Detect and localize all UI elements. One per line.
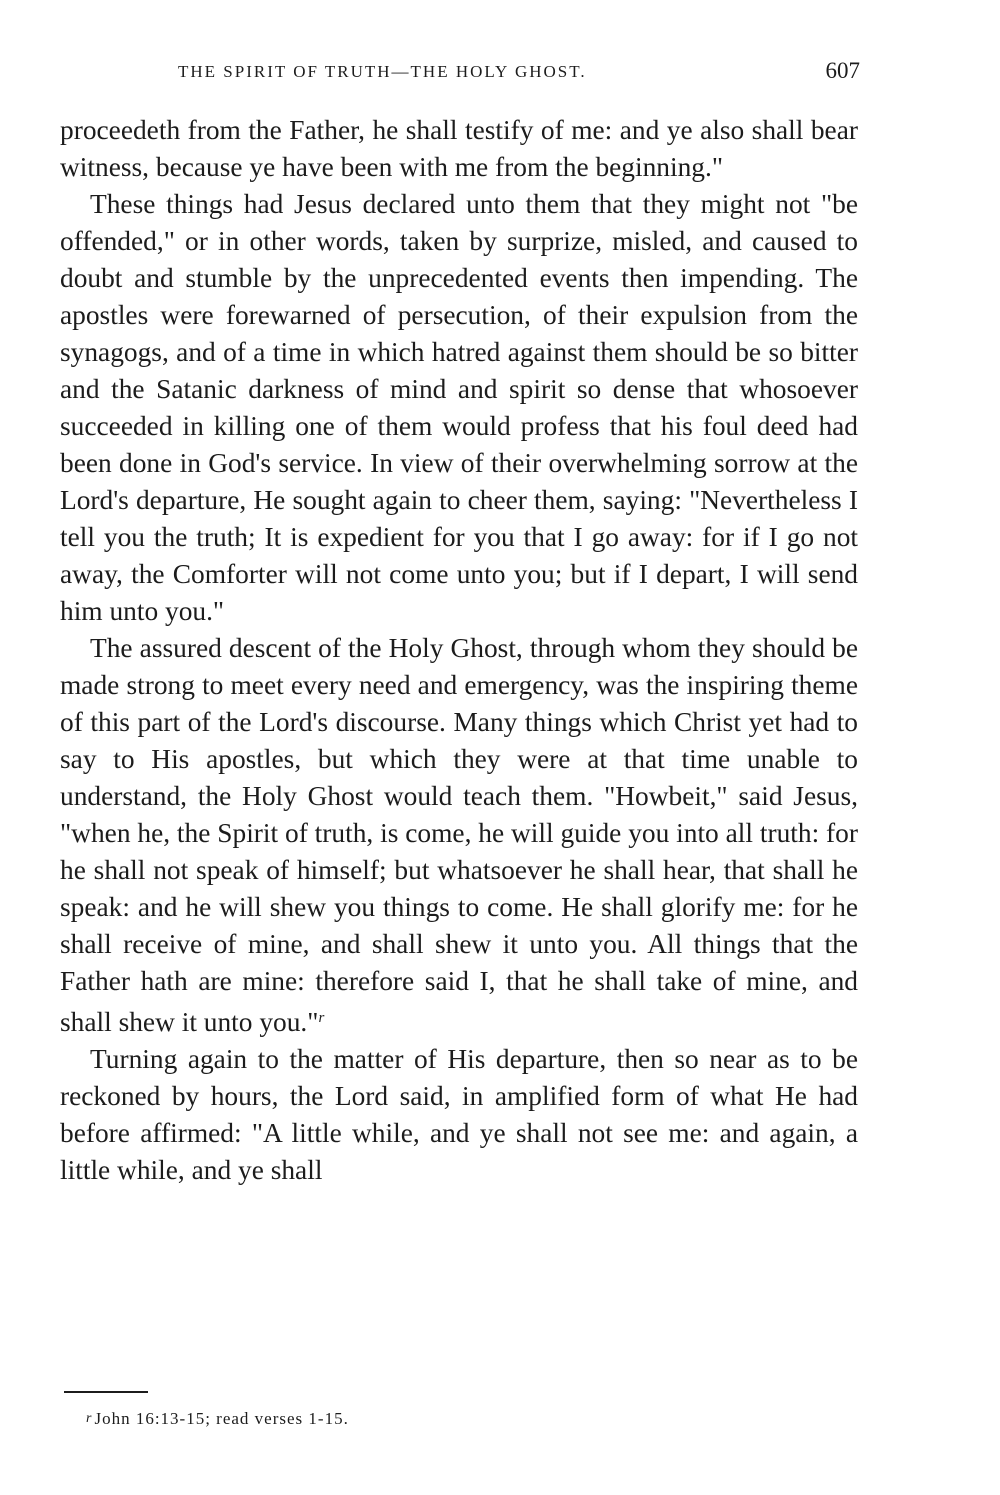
footnote-divider [64,1391,148,1393]
page-number: 607 [825,58,860,83]
paragraph-text: The assured descent of the Holy Ghost, through whom they should be made strong to meet every need and emergency, was the inspiring theme of this part of the Lord's discourse. Many things which Christ yet had to say to His apostles, but which they were at that time unable to understand, the Holy Ghost would teach them. "Howbeit," said Jesus, "when he, the Spirit of truth, is come, he will guide you into all truth: for he shall not speak of himself; but whatsoever he shall hear, that shall he speak: and he will shew you things to come. He shall glorify me: for he shall receive of mine, and shall shew it unto you. All things that the Father hath are mine: therefore said I, that he shall take of mine, and shall shew it unto you." [60,633,858,1037]
footnote-reference: r [318,1010,325,1026]
footnote-marker: r [86,1411,93,1426]
footnote-text: John 16:13-15; read verses 1-15. [94,1409,349,1428]
paragraph: These things had Jesus declared unto them that they might not "be offended," or in other words, taken by surprize, misled, and caused to doubt and stumble by the unprecedented events then impending. The apostles were forewarned of persecution, of their expulsion from the synagogs, and of a time in which hatred against them should be so bitter and the Satanic darkness of mind and spirit so dense that whosoever succeeded in killing one of them would profess that his foul deed had been done in God's service. In view of their overwhelming sorrow at the Lord's departure, He sought again to cheer them, saying: "Nevertheless I tell you the truth; It is expedient for you that I go away: for if I go not away, the Comforter will not come unto you; but if I depart, I will send him unto you." [60,189,858,626]
paragraph-continued: proceedeth from the Father, he shall testify of me: and ye also shall bear witness, because ye have been with me from the beginning." [60,115,858,182]
paragraph-with-footnote [60,630,858,1041]
body-text [60,112,858,1189]
running-title: THE SPIRIT OF TRUTH—THE HOLY GHOST. [178,62,587,81]
footnote [86,1409,349,1429]
running-head [60,58,860,88]
paragraph: Turning again to the matter of His departure, then so near as to be reckoned by hours, the Lord said, in amplified form of what He had before affirmed: "A little while, and ye shall not see me: and again, a little while, and ye shall [60,1044,858,1185]
